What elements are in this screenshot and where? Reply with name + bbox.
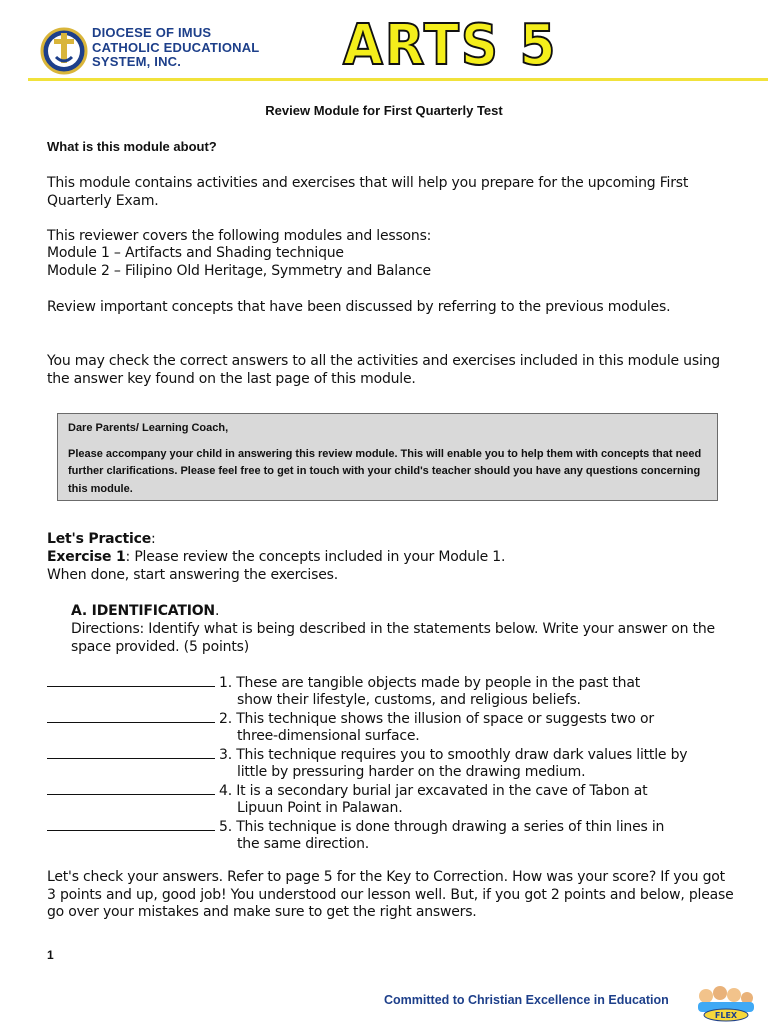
- question-item-2: [47, 710, 654, 729]
- document-title: Review Module for First Quarterly Test: [265, 103, 503, 118]
- about-paragraph-1: This module contains activities and exercises that will help you prepare for the upcoming First Quarterly Exam.: [47, 175, 689, 209]
- question-text-continued: Lipuun Point in Palawan.: [237, 800, 403, 816]
- question-text: 3. This technique requires you to smoothly draw dark values little by: [219, 747, 688, 763]
- exercise-instructions-2: When done, start answering the exercises.: [47, 567, 338, 583]
- answer-blank[interactable]: [47, 674, 215, 687]
- answer-blank[interactable]: [47, 818, 215, 831]
- exercise-label: Exercise 1: [47, 549, 126, 565]
- about-paragraph-3: Review important concepts that have been discussed by referring to the previous modules.: [47, 299, 671, 315]
- parent-notice-box: [57, 413, 718, 501]
- question-item-1: [47, 674, 640, 693]
- notice-greeting: Dare Parents/ Learning Coach,: [68, 422, 229, 434]
- practice-heading-label: Let's Practice: [47, 531, 151, 547]
- header-divider: [28, 78, 768, 81]
- answer-blank[interactable]: [47, 710, 215, 723]
- notice-body: Please accompany your child in answering this review module. This will enable you to help them with concepts that need further clarifications. Please feel free to get in touch with your child's teacher should you have any questions concerning this module.: [68, 447, 702, 495]
- identification-label: A. IDENTIFICATION: [71, 603, 215, 619]
- identification-heading: [71, 603, 219, 621]
- answer-blank[interactable]: [47, 746, 215, 759]
- org-line: SYSTEM, INC.: [92, 54, 182, 69]
- identification-directions: Directions: Identify what is being described in the statements below. Write your answer on the space provided. (5 points): [71, 621, 715, 655]
- page-number: 1: [47, 948, 54, 962]
- practice-heading-colon: :: [151, 531, 156, 547]
- module-list-item: Module 2 – Filipino Old Heritage, Symmetry and Balance: [47, 263, 431, 279]
- about-paragraph-4: You may check the correct answers to all the activities and exercises included in this module using the answer key found on the last page of this module.: [47, 353, 720, 387]
- footer-tagline: Committed to Christian Excellence in Education: [384, 993, 669, 1007]
- practice-heading: [47, 531, 156, 549]
- question-text-continued: three-dimensional surface.: [237, 728, 420, 744]
- question-text-continued: the same direction.: [237, 836, 370, 852]
- org-line: DIOCESE OF IMUS: [92, 25, 212, 40]
- question-text-continued: show their lifestyle, customs, and religious beliefs.: [237, 692, 581, 708]
- question-item-3: [47, 746, 687, 765]
- question-item-5: [47, 818, 664, 837]
- organization-name: [92, 26, 259, 70]
- closing-paragraph: Let's check your answers. Refer to page 5 for the Key to Correction. How was your score? If you got 3 points and up, good job! You understood our lesson well. But, if you got 2 points and below, please go over your mistakes and make sure to get the right answers.: [47, 869, 734, 920]
- question-text: 2. This technique shows the illusion of space or suggests two or: [219, 711, 654, 727]
- question-text: 5. This technique is done through drawing a series of thin lines in: [219, 819, 665, 835]
- question-text: 4. It is a secondary burial jar excavated in the cave of Tabon at: [219, 783, 648, 799]
- diocese-logo: [40, 27, 88, 75]
- module-list-item: Module 1 – Artifacts and Shading technique: [47, 245, 344, 261]
- exercise-instructions: : Please review the concepts included in your Module 1.: [125, 549, 506, 565]
- org-line: CATHOLIC EDUCATIONAL: [92, 39, 260, 55]
- about-paragraph-2: This reviewer covers the following modules and lessons:: [47, 228, 432, 244]
- subject-title: ARTS 5: [343, 13, 558, 78]
- identification-label-dot: .: [214, 603, 220, 619]
- question-text-continued: little by pressuring harder on the drawing medium.: [237, 764, 586, 780]
- exercise-line: [47, 549, 747, 567]
- flex-logo-text: FLEX: [714, 1011, 738, 1020]
- answer-blank[interactable]: [47, 782, 215, 795]
- about-heading: What is this module about?: [47, 139, 217, 154]
- question-item-4: [47, 782, 647, 801]
- flex-logo: [690, 982, 762, 1022]
- question-text: 1. These are tangible objects made by people in the past that: [219, 675, 641, 691]
